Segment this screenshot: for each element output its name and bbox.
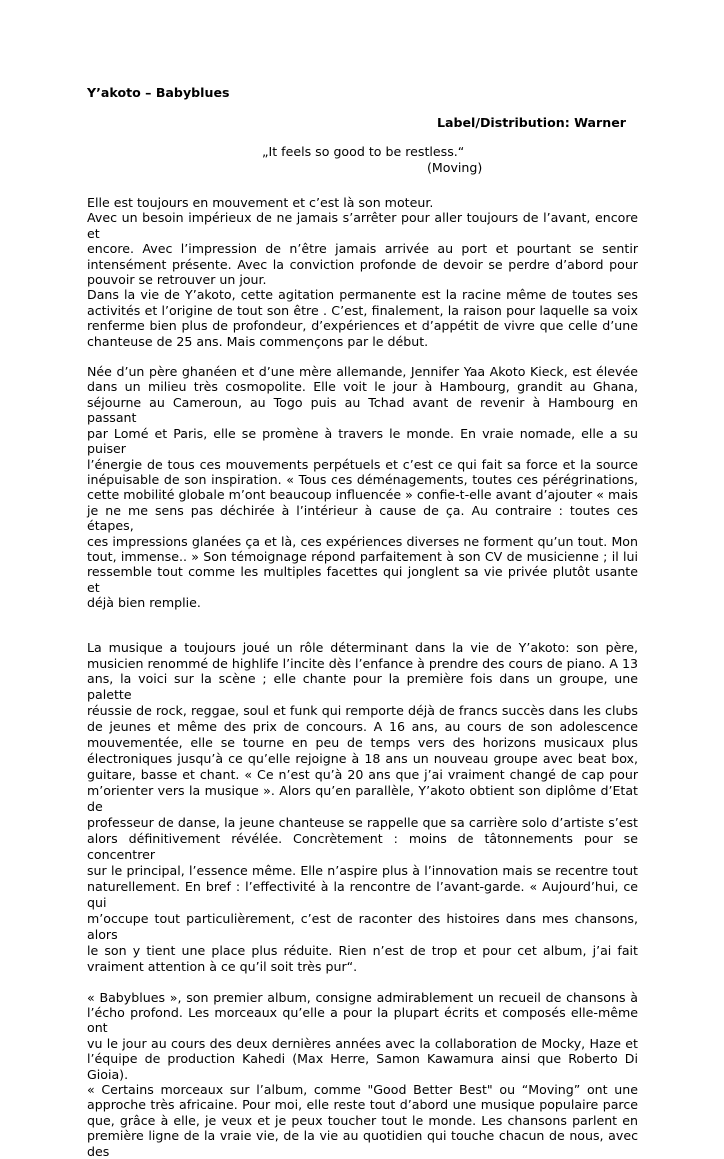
text-line: Née d’un père ghanéen et d’une mère allemande, Jennifer Yaa Akoto Kieck, est élevée: [87, 364, 638, 380]
text-line: intensément présente. Avec la conviction profonde de devoir se perdre d’abord pour: [87, 256, 638, 272]
text-line: encore. Avec l’impression de n’être jamais arrivée au port et pourtant se sentir: [87, 241, 638, 257]
text-line: professeur de danse, la jeune chanteuse se rappelle que sa carrière solo d’artiste s’est: [87, 815, 638, 831]
text-line: ans, la voici sur la scène ; elle chante pour la première fois dans un groupe, une palette: [87, 671, 638, 703]
text-line: renferme bien plus de profondeur, d’expériences et d’appétit de vivre que celle d’une: [87, 318, 638, 334]
text-line: que, grâce à elle, je veux et je peux toucher tout le monde. Les chansons parlent en: [87, 1112, 638, 1128]
text-line: La musique a toujours joué un rôle déterminant dans la vie de Y’akoto: son père,: [87, 639, 638, 655]
text-line: m’orienter vers la musique ». Alors qu’en parallèle, Y’akoto obtient son diplôme d’Etat de: [87, 783, 638, 815]
text-line: l’équipe de production Kahedi (Max Herre, Samon Kawamura ainsi que Roberto Di Gioia).: [87, 1051, 638, 1082]
paragraph-2: [87, 364, 638, 611]
text-line: cette mobilité globale m’ont beaucoup influencée » confie-t-elle avant d’ajouter « mais: [87, 487, 638, 503]
paragraph-3: [87, 640, 638, 975]
epigraph-quote: [262, 144, 638, 176]
text-line: Dans la vie de Y’akoto, cette agitation permanente est la racine même de toutes ses: [87, 287, 638, 303]
text-line: Avec un besoin impérieux de ne jamais s’arrêter pour aller toujours de l’avant, encore et: [87, 210, 638, 241]
paragraph-4: [87, 990, 638, 1159]
text-line: activités et l’origine de tout son être . C’est, finalement, la raison pour laquelle sa voix: [87, 302, 638, 318]
text-line: je ne me sens pas déchirée à l’intérieur à cause de ça. Au contraire : toutes ces étapes,: [87, 502, 638, 534]
text-line: guitare, basse et chant. « Ce n’est qu’à 20 ans que j’ai vraiment changé de cap pour: [87, 767, 638, 783]
text-line: « Babyblues », son premier album, consigne admirablement un recueil de chansons à: [87, 989, 638, 1005]
text-line: « Certains morceaux sur l’album, comme "Good Better Best" ou “Moving” ont une: [87, 1082, 638, 1098]
text-line: pouvoir se retrouver un jour.: [87, 272, 267, 288]
text-line: vu le jour au cours des deux dernières années avec la collaboration de Mocky, Haze et: [87, 1035, 638, 1051]
document-page: [87, 85, 638, 1159]
quote-source: (Moving): [427, 160, 483, 175]
text-line: première ligne de la vraie vie, de la vie au quotidien qui touche chacun de nous, avec des: [87, 1128, 638, 1159]
quote-text: „It feels so good to be restless.“: [262, 144, 465, 159]
text-line: sur le principal, l’essence même. Elle n’aspire plus à l’innovation mais se recentre tout: [87, 862, 638, 878]
text-line: tout, immense.. » Son témoignage répond parfaitement à son CV de musicienne ; il lui: [87, 548, 638, 564]
text-line: musicien renommé de highlife l’incite dès l’enfance à prendre des cours de piano. A 13: [87, 655, 638, 671]
text-line: de jeunes et même des prix de concours. A 16 ans, au cours de son adolescence: [87, 719, 638, 735]
text-line: mouvementée, elle se tourne en peu de temps vers des horizons musicaux plus: [87, 735, 638, 751]
text-line: dans un milieu très cosmopolite. Elle voit le jour à Hambourg, grandit au Ghana,: [87, 379, 638, 395]
text-line: Elle est toujours en mouvement et c’est là son moteur.: [87, 195, 434, 210]
text-line: séjourne au Cameroun, au Togo puis au Tchad avant de revenir à Hambourg en passant: [87, 394, 638, 426]
paragraph-1: [87, 195, 638, 349]
text-line: naturellement. En bref : l’effectivité à la rencontre de l’avant-garde. « Aujourd’hui, ce qui: [87, 878, 638, 910]
text-line: déjà bien remplie.: [87, 595, 201, 611]
text-line: m’occupe tout particulièrement, c’est de raconter des histoires dans mes chansons, alors: [87, 910, 638, 942]
text-line: ces impressions glanées ça et là, ces expériences diverses ne forment qu’un tout. Mon: [87, 533, 638, 549]
text-line: l’énergie de tous ces mouvements perpétuels et c’est ce qui fait sa force et la source: [87, 456, 638, 472]
text-line: ressemble tout comme les multiples facettes qui jonglent sa vie privée plutôt usante et: [87, 564, 638, 595]
text-line: vraiment attention à ce qu’il soit très pur“.: [87, 958, 358, 974]
document-title: Y’akoto – Babyblues: [87, 85, 230, 100]
text-line: l’écho profond. Les morceaux qu’elle a pour la plupart écrits et composés elle-même ont: [87, 1004, 638, 1036]
text-line: inépuisable de son inspiration. « Tous ces déménagements, toutes ces pérégrinations,: [87, 471, 638, 487]
text-line: approche très africaine. Pour moi, elle reste tout d’abord une musique populaire parce: [87, 1097, 638, 1113]
label-distribution: Label/Distribution: Warner: [436, 115, 626, 130]
text-line: le son y tient une place plus réduite. Rien n’est de trop et pour cet album, j’ai fait: [87, 942, 638, 958]
text-line: chanteuse de 25 ans. Mais commençons par le début.: [87, 333, 429, 349]
text-line: par Lomé et Paris, elle se promène à travers le monde. En vraie nomade, elle a su puiser: [87, 425, 638, 457]
text-line: électroniques jusqu’à ce qu’elle rejoigne à 18 ans un nouveau groupe avec beat box,: [87, 751, 638, 767]
text-line: alors définitivement révélée. Concrètement : moins de tâtonnements pour se concentrer: [87, 831, 638, 862]
text-line: réussie de rock, reggae, soul et funk qui remporte déjà de francs succès dans les clubs: [87, 703, 638, 719]
